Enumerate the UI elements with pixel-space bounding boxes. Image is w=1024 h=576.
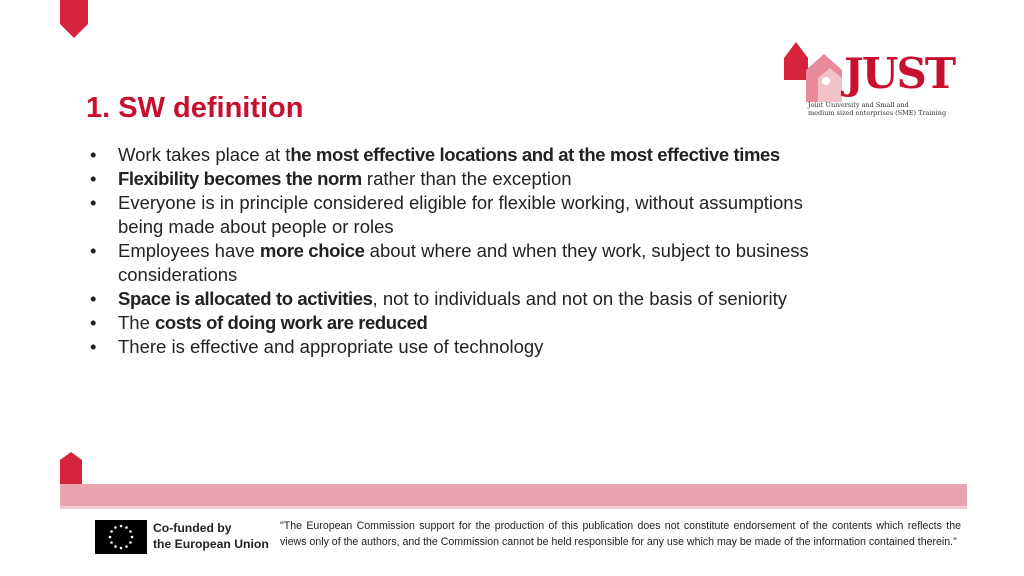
bullet-item: • The costs of doing work are reduced <box>90 312 428 333</box>
eu-flag-icon <box>95 520 147 554</box>
bullet-list <box>90 143 810 359</box>
bullet-dot: • <box>90 192 97 213</box>
bullet-dot: • <box>90 144 97 165</box>
bullet-dot: • <box>90 312 97 333</box>
just-logo-wordmark: JUST <box>844 49 955 98</box>
bullet-item: • Space is allocated to activities, not to individuals and not on the basis of seniority <box>90 288 787 309</box>
bullet-dot: • <box>90 240 97 261</box>
bullet-dot: • <box>90 288 97 309</box>
footer-band-shadow <box>60 506 967 509</box>
slide-title: 1. SW definition <box>86 92 304 124</box>
bottom-corner-marker-icon <box>60 452 82 484</box>
bullet-item: • There is effective and appropriate use of technology <box>90 336 544 357</box>
bullet-item: • Flexibility becomes the norm rather than the exception <box>90 168 572 189</box>
eu-disclaimer: "The European Commission support for the production of this publication does not constitute endorsement of the contents which reflects the views only of the authors, and the Commission cannot be held responsible for any use which may be made of the information contained therein." <box>280 520 961 548</box>
footer-band <box>60 484 967 506</box>
bullet-item: • Work takes place at the most effective locations and at the most effective times <box>90 144 780 165</box>
logo-subtitle: Joint University and Small and medium sized enterprises (SME) Training <box>808 101 947 117</box>
top-corner-marker-icon <box>60 0 88 38</box>
bullet-dot: • <box>90 336 97 357</box>
cofunded-label: Co-funded by the European Union <box>153 521 269 551</box>
bullet-dot: • <box>90 168 97 189</box>
bullet-item: • Everyone is in principle considered eligible for flexible working, without assumptions being made about people or roles <box>90 192 803 237</box>
bullet-item: • Employees have more choice about where and when they work, subject to business considerations <box>90 240 809 285</box>
